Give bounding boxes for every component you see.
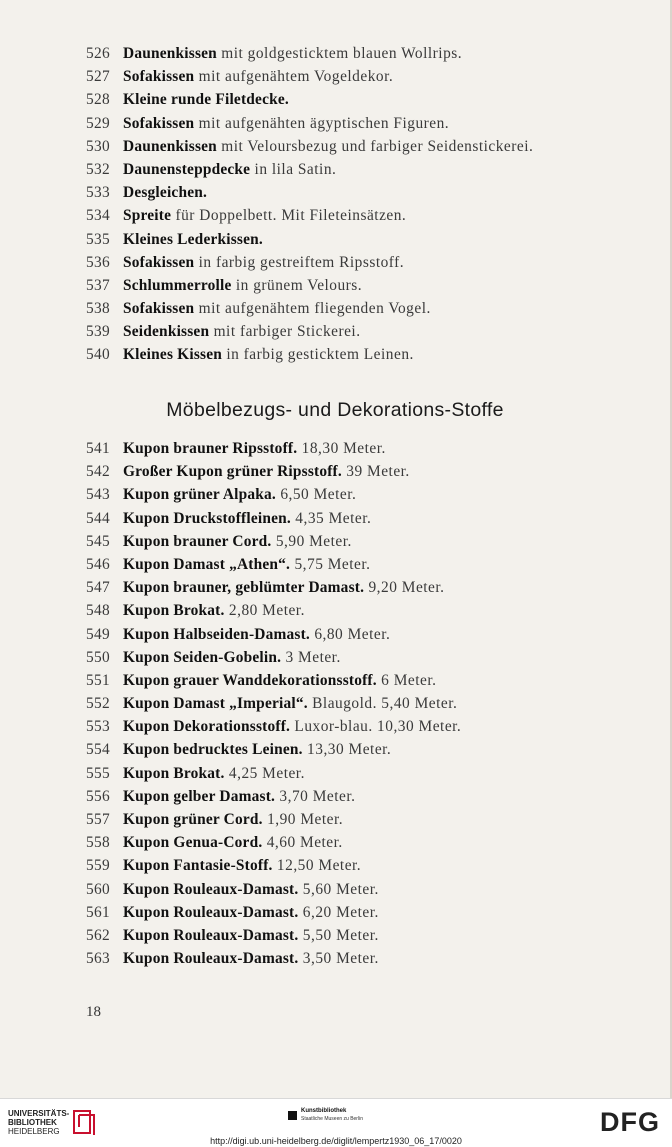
entry-detail: 6,20 Meter.	[298, 903, 379, 921]
entry-number: 527	[86, 68, 110, 86]
entry-number: 560	[86, 880, 110, 898]
entry-title: Kupon bedrucktes Leinen.	[123, 741, 303, 759]
catalog-entry	[0, 692, 670, 715]
entry-title: Kupon brauner, geblümter Damast.	[123, 579, 365, 597]
kunstbibliothek-subtitle: Staatliche Museen zu Berlin	[301, 1116, 363, 1122]
entry-text	[123, 831, 343, 854]
entry-text	[123, 460, 410, 483]
entry-text	[123, 228, 263, 251]
entry-number: 532	[86, 160, 110, 178]
entry-title: Kupon Rouleaux-Damast.	[123, 950, 299, 968]
entry-number: 528	[86, 91, 110, 109]
entry-text	[123, 135, 533, 158]
entry-detail: 2,80 Meter.	[224, 602, 305, 620]
entry-number: 561	[86, 903, 110, 921]
catalog-entry	[0, 181, 670, 204]
entry-detail: 9,20 Meter.	[364, 579, 445, 597]
catalog-entry	[0, 112, 670, 135]
catalog-entry	[0, 599, 670, 622]
entry-title: Kleine runde Filetdecke.	[123, 91, 289, 109]
entry-title: Kupon Brokat.	[123, 764, 225, 782]
entry-number: 539	[86, 323, 110, 341]
entry-list-household	[0, 42, 670, 367]
library-name	[8, 1109, 69, 1136]
entry-detail: 39 Meter.	[341, 463, 410, 481]
kunstbibliothek-logo[interactable]	[288, 1108, 408, 1130]
entry-text	[123, 343, 414, 366]
entry-text	[123, 878, 379, 901]
entry-text	[123, 854, 361, 877]
entry-detail: Blaugold. 5,40 Meter.	[307, 695, 458, 713]
entry-title: Kupon Halbseiden-Damast.	[123, 625, 310, 643]
entry-detail: 4,35 Meter.	[290, 509, 372, 527]
kunstbibliothek-name: Kunstbibliothek	[301, 1108, 347, 1114]
entry-title: Desgleichen.	[123, 184, 208, 202]
entry-list-fabrics	[0, 437, 670, 970]
entry-title: Kupon grüner Alpaka.	[123, 486, 276, 504]
entry-text	[123, 297, 431, 320]
entry-text	[123, 924, 379, 947]
entry-title: Sofakissen	[123, 300, 195, 318]
entry-text	[123, 112, 449, 135]
catalog-entry	[0, 553, 670, 576]
entry-number: 542	[86, 463, 110, 481]
catalog-entry	[0, 88, 670, 111]
entry-text	[123, 576, 445, 599]
entry-title: Kupon Seiden-Gobelin.	[123, 648, 282, 666]
entry-detail: 3 Meter.	[281, 648, 341, 666]
entry-text	[123, 507, 371, 530]
entry-detail: 5,90 Meter.	[271, 532, 352, 550]
entry-number: 545	[86, 532, 110, 550]
catalog-entry	[0, 297, 670, 320]
entry-detail: 5,75 Meter.	[290, 555, 371, 573]
catalog-entry	[0, 831, 670, 854]
entry-title: Kupon Rouleaux-Damast.	[123, 880, 299, 898]
entry-text	[123, 65, 393, 88]
entry-title: Kupon Rouleaux-Damast.	[123, 926, 299, 944]
entry-number: 552	[86, 695, 110, 713]
entry-title: Daunenkissen	[123, 45, 217, 62]
viewer-footer	[0, 1098, 672, 1147]
entry-detail: 1,90 Meter.	[262, 811, 344, 828]
library-name-line-1: UNIVERSITÄTS-	[8, 1109, 70, 1118]
catalog-entry	[0, 576, 670, 599]
entry-title: Kupon Brokat.	[123, 602, 225, 620]
entry-text	[123, 692, 457, 715]
entry-text	[123, 901, 379, 924]
entry-detail: 4,60 Meter.	[262, 834, 343, 852]
permalink-url[interactable]: http://digi.ub.uni-heidelberg.de/diglit/lempertz1930_06_17/0020	[210, 1136, 462, 1146]
entry-text	[123, 158, 336, 181]
catalog-entry	[0, 623, 670, 646]
entry-number: 544	[86, 509, 110, 527]
entry-title: Schlummerrolle	[123, 276, 232, 294]
entry-detail: mit aufgenähtem fliegenden Vogel.	[194, 300, 431, 318]
entry-title: Kupon grauer Wanddekorationsstoff.	[123, 671, 377, 689]
entry-title: Sofakissen	[123, 114, 195, 132]
entry-detail: 12,50 Meter.	[272, 857, 362, 875]
page-number: 18	[86, 1004, 101, 1020]
entry-text	[123, 715, 461, 738]
catalog-entry	[0, 460, 670, 483]
entry-detail: 6,50 Meter.	[275, 486, 357, 504]
kunstbibliothek-mark-icon	[288, 1111, 297, 1120]
entry-title: Spreite	[123, 207, 172, 225]
entry-number: 533	[86, 184, 110, 202]
entry-title: Kupon Druckstoffleinen.	[123, 509, 291, 527]
entry-detail: in farbig gesticktem Leinen.	[222, 346, 414, 364]
entry-detail: 6 Meter.	[376, 671, 437, 689]
catalog-entry	[0, 437, 670, 460]
catalog-entry	[0, 483, 670, 506]
catalog-entry	[0, 901, 670, 924]
entry-title: Kupon Damast „Imperial“.	[123, 695, 308, 713]
entry-detail: mit goldgesticktem blauen Wollrips.	[216, 45, 463, 62]
entry-detail: mit aufgenähtem Vogeldekor.	[194, 68, 394, 86]
library-name-line-2: BIBLIOTHEK	[8, 1118, 57, 1127]
entry-title: Kleines Lederkissen.	[123, 230, 263, 248]
catalog-entry	[0, 762, 670, 785]
entry-number: 536	[86, 253, 110, 271]
dfg-logo[interactable]: DFG	[600, 1107, 660, 1137]
catalog-entry	[0, 808, 670, 831]
entry-title: Kupon Genua-Cord.	[123, 834, 263, 852]
entry-detail: mit Veloursbezug und farbiger Seidenstickerei.	[216, 137, 534, 155]
entry-text	[123, 599, 305, 622]
section-heading: Möbelbezugs- und Dekorations-Stoffe	[166, 399, 504, 421]
entry-number: 547	[86, 579, 110, 597]
entry-detail: 3,50 Meter.	[298, 950, 379, 968]
entry-number: 543	[86, 486, 110, 504]
catalog-entry	[0, 947, 670, 970]
entry-number: 554	[86, 741, 110, 759]
catalog-entry	[0, 785, 670, 808]
entry-title: Kupon brauner Ripsstoff.	[123, 440, 298, 457]
catalog-entry	[0, 65, 670, 88]
entry-text	[123, 204, 406, 227]
entry-detail: in farbig gestreiftem Ripsstoff.	[194, 253, 405, 271]
entry-title: Kleines Kissen	[123, 346, 222, 364]
entry-text	[123, 530, 352, 553]
catalog-entry	[0, 669, 670, 692]
entry-number: 551	[86, 671, 110, 689]
entry-number: 540	[86, 346, 110, 364]
entry-detail: Luxor-blau. 10,30 Meter.	[290, 718, 462, 736]
catalog-entry	[0, 738, 670, 761]
entry-title: Daunenkissen	[123, 137, 217, 155]
entry-text	[123, 947, 379, 970]
catalog-entry	[0, 320, 670, 343]
entry-detail: 18,30 Meter.	[297, 440, 386, 457]
catalog-entry	[0, 135, 670, 158]
entry-detail: für Doppelbett. Mit Fileteinsätzen.	[171, 207, 407, 225]
entry-title: Kupon grüner Cord.	[123, 811, 263, 828]
entry-number: 562	[86, 926, 110, 944]
entry-number: 559	[86, 857, 110, 875]
entry-text	[123, 181, 207, 204]
catalog-entry	[0, 507, 670, 530]
entry-title: Sofakissen	[123, 68, 195, 86]
university-library-logo[interactable]	[8, 1107, 100, 1137]
catalog-entry	[0, 646, 670, 669]
entry-detail: mit farbiger Stickerei.	[209, 323, 361, 341]
entry-text	[123, 483, 356, 506]
entry-number: 555	[86, 764, 110, 782]
entry-title: Kupon Damast „Athen“.	[123, 555, 291, 573]
entry-number: 529	[86, 114, 110, 132]
entry-number: 557	[86, 811, 110, 828]
entry-title: Kupon gelber Damast.	[123, 787, 276, 805]
catalog-entry	[0, 343, 670, 366]
entry-number: 556	[86, 787, 110, 805]
entry-text	[123, 785, 355, 808]
entry-number: 546	[86, 555, 110, 573]
entry-text	[123, 669, 436, 692]
entry-number: 526	[86, 45, 110, 62]
entry-number: 558	[86, 834, 110, 852]
entry-number: 549	[86, 625, 110, 643]
catalog-entry	[0, 924, 670, 947]
entry-text	[123, 251, 404, 274]
entry-text	[123, 88, 289, 111]
entry-text	[123, 646, 341, 669]
entry-detail: 3,70 Meter.	[275, 787, 356, 805]
library-name-line-3: HEIDELBERG	[8, 1127, 60, 1136]
entry-title: Kupon Rouleaux-Damast.	[123, 903, 299, 921]
entry-title: Kupon Dekorationsstoff.	[123, 718, 291, 736]
entry-detail: in lila Satin.	[250, 160, 337, 178]
entry-number: 550	[86, 648, 110, 666]
catalog-entry	[0, 715, 670, 738]
catalog-entry	[0, 878, 670, 901]
catalog-entry	[0, 158, 670, 181]
entry-title: Kupon brauner Cord.	[123, 532, 272, 550]
catalog-entry	[0, 204, 670, 227]
entry-detail: 5,60 Meter.	[298, 880, 379, 898]
library-emblem-icon	[70, 1107, 98, 1137]
entry-detail: 4,25 Meter.	[224, 764, 305, 782]
catalog-entry	[0, 228, 670, 251]
entry-detail: mit aufgenähten ägyptischen Figuren.	[194, 114, 450, 132]
entry-number: 530	[86, 137, 110, 155]
entry-text	[123, 808, 343, 831]
entry-number: 538	[86, 300, 110, 318]
entry-number: 535	[86, 230, 110, 248]
entry-number: 548	[86, 602, 110, 620]
entry-text	[123, 553, 371, 576]
catalog-entry	[0, 854, 670, 877]
catalog-entry	[0, 274, 670, 297]
entry-title: Seidenkissen	[123, 323, 210, 341]
entry-title: Daunensteppdecke	[123, 160, 251, 178]
entry-number: 563	[86, 950, 110, 968]
catalog-entry	[0, 530, 670, 553]
entry-text	[123, 762, 305, 785]
entry-number: 537	[86, 276, 110, 294]
entry-detail: 6,80 Meter.	[309, 625, 391, 643]
entry-number: 541	[86, 440, 110, 457]
catalog-entry	[0, 251, 670, 274]
entry-number: 553	[86, 718, 110, 736]
entry-text	[123, 42, 462, 65]
entry-text	[123, 320, 361, 343]
entry-detail: 5,50 Meter.	[298, 926, 379, 944]
entry-text	[123, 274, 362, 297]
entry-number: 534	[86, 207, 110, 225]
entry-text	[123, 437, 386, 460]
entry-detail: in grünem Velours.	[231, 276, 363, 294]
entry-title: Kupon Fantasie-Stoff.	[123, 857, 273, 875]
catalog-entry	[0, 42, 670, 65]
entry-detail: 13,30 Meter.	[302, 741, 392, 759]
entry-text	[123, 623, 390, 646]
entry-title: Großer Kupon grüner Ripsstoff.	[123, 463, 342, 481]
entry-text	[123, 738, 391, 761]
entry-title: Sofakissen	[123, 253, 195, 271]
